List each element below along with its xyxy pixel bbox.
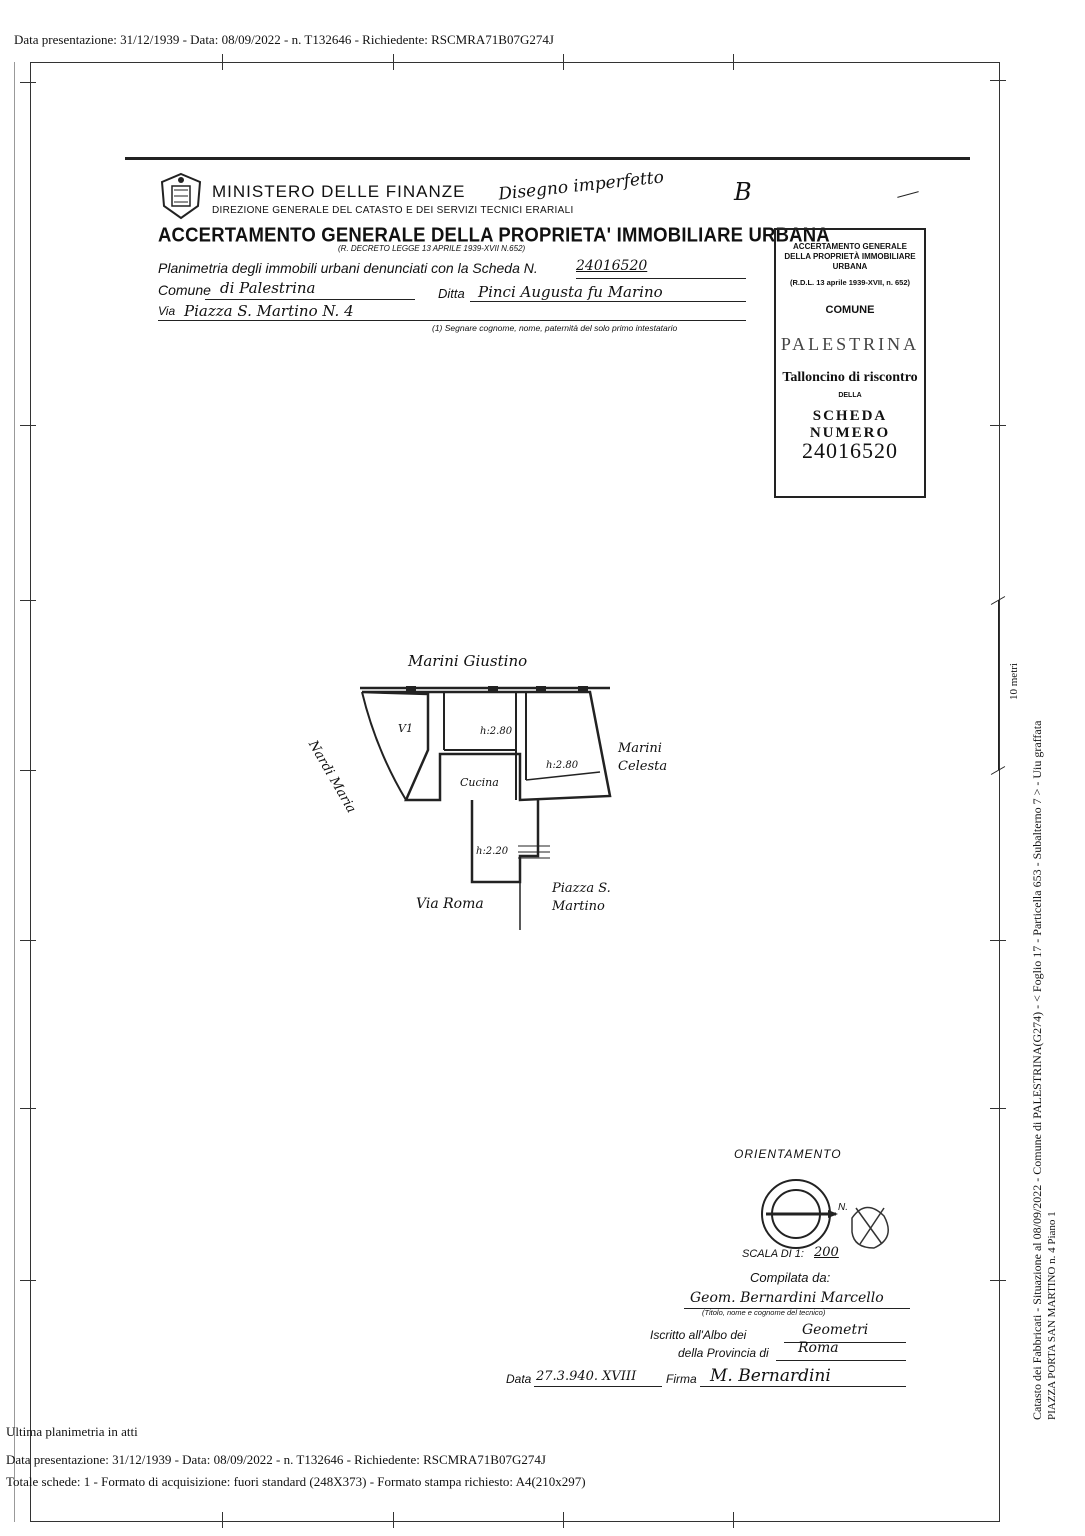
province-value: Roma	[798, 1340, 839, 1356]
underline	[776, 1360, 906, 1361]
compiled-label: Compilata da:	[750, 1270, 831, 1285]
frame-tick	[222, 54, 223, 70]
header-presentation-line: Data presentazione: 31/12/1939 - Data: 08/09/2022 - n. T132646 - Richiedente: RSCMRA71B07G274J	[14, 32, 554, 47]
north-neighbor: Marini Giustino	[408, 652, 528, 670]
footer-presentation: Data presentazione: 31/12/1939 - Data: 08/09/2022 - n. T132646 - Richiedente: RSCMRA71B07G274J	[6, 1452, 546, 1467]
letter-mark: B	[734, 178, 752, 206]
frame-tick	[20, 770, 36, 771]
orientation-title: ORIENTAMENTO	[734, 1147, 842, 1161]
comune-value: di Palestrina	[220, 279, 316, 297]
street-via-roma: Via Roma	[416, 896, 484, 912]
room-label: h:2.20	[476, 846, 509, 857]
scale-value: 200	[814, 1245, 839, 1260]
ditta-label: Ditta	[438, 286, 465, 301]
frame-tick	[20, 1108, 36, 1109]
firma-label: Firma	[666, 1372, 697, 1386]
underline	[158, 320, 746, 321]
date-value: 27.3.940. XVIII	[536, 1369, 637, 1384]
compass-north-label: N.	[838, 1202, 848, 1213]
underline	[700, 1386, 906, 1387]
floor-plan	[320, 650, 690, 940]
left-edge-line	[14, 62, 15, 1522]
scale-bar-label: 10 metri	[1008, 663, 1020, 700]
planimetria-label: Planimetria degli immobili urbani denunciati con la Scheda N.	[158, 260, 538, 276]
scheda-number-handwritten: 24016520	[576, 258, 648, 274]
via-label: Via	[158, 304, 176, 318]
date-label: Data	[506, 1372, 532, 1386]
talloncino-number: 24016520	[802, 438, 898, 463]
frame-tick	[393, 54, 394, 70]
frame-tick	[20, 82, 36, 83]
footer-ultima: Ultima planimetria in atti	[6, 1424, 138, 1439]
footer-totale: Totale schede: 1 - Formato di acquisizione: fuori standard (248X373) - Formato stampa richiesto: A4(210x297)	[6, 1474, 586, 1489]
room-label: h:2.80	[546, 760, 579, 771]
frame-tick	[990, 1280, 1006, 1281]
emblem-icon	[158, 172, 204, 220]
underline	[576, 278, 746, 279]
west-neighbor: Nardi Maria	[305, 738, 359, 816]
albo-value: Geometri	[802, 1322, 869, 1338]
underline	[205, 299, 415, 300]
frame-tick	[990, 1108, 1006, 1109]
room-label: h:2.80	[480, 726, 513, 737]
talloncino-comune-value: PALESTRINA	[780, 334, 920, 354]
directorate-line: DIREZIONE GENERALE DEL CATASTO E DEI SERVIZI TECNICI ERARIALI	[212, 205, 574, 216]
frame-tick	[733, 1512, 734, 1528]
frame-tick	[563, 54, 564, 70]
handwritten-note: Disegno imperfetto	[497, 167, 665, 205]
comune-label: Comune	[158, 282, 211, 298]
side-vertical-text-2: PIAZZA PORTA SAN MARTINO n. 4 Piano 1	[1046, 1211, 1058, 1420]
frame-tick	[733, 54, 734, 70]
albo-label: Iscritto all'Albo dei	[650, 1328, 747, 1342]
talloncino-box	[774, 228, 926, 498]
talloncino-scheda: SCHEDA NUMERO	[809, 408, 891, 441]
footnote: (1) Segnare cognome, nome, paternità del solo primo intestatario	[432, 323, 678, 333]
firma-value: M. Bernardini	[710, 1366, 831, 1386]
room-label: V1	[398, 722, 413, 735]
decree-line: (R. DECRETO LEGGE 13 APRILE 1939-XVII N.652)	[338, 244, 526, 253]
scale-label: SCALA DI 1:	[742, 1248, 804, 1260]
frame-tick	[990, 425, 1006, 426]
talloncino-comune-label: COMUNE	[825, 304, 875, 316]
compiler-name: Geom. Bernardini Marcello	[690, 1290, 884, 1306]
via-value: Piazza S. Martino N. 4	[184, 302, 354, 320]
frame-tick	[563, 1512, 564, 1528]
underline	[534, 1386, 662, 1387]
underline	[470, 301, 746, 302]
frame-tick	[20, 425, 36, 426]
talloncino-rdl: (R.D.L. 13 aprile 1939-XVII, n. 652)	[789, 278, 911, 287]
main-title: ACCERTAMENTO GENERALE DELLA PROPRIETA' IMMOBILIARE URBANA	[158, 223, 830, 247]
frame-tick	[20, 940, 36, 941]
frame-tick	[20, 600, 36, 601]
frame-tick	[990, 80, 1006, 81]
talloncino-della: DELLA	[838, 392, 862, 399]
ministry-title: MINISTERO DELLE FINANZE	[212, 182, 466, 201]
frame-tick	[990, 940, 1006, 941]
street-piazza: Piazza S. Martino	[552, 881, 611, 914]
frame-tick	[20, 1280, 36, 1281]
talloncino-header: ACCERTAMENTO GENERALE DELLA PROPRIETÀ IMMOBILIARE URBANA	[784, 242, 916, 271]
frame-tick	[393, 1512, 394, 1528]
east-neighbor: Marini Celesta	[618, 741, 668, 774]
room-label: Cucina	[460, 776, 499, 789]
header-rule	[125, 157, 970, 160]
side-vertical-text: Catasto dei Fabbricati - Situazione al 08/09/2022 - Comune di PALESTRINA(G274) - < Foglio 17 - Particella 653 - Subalterno 7 > - Uiu graffata	[1030, 720, 1044, 1420]
talloncino-title: Talloncino di riscontro	[782, 370, 918, 385]
ditta-value: Pinci Augusta fu Marino	[478, 283, 663, 301]
frame-tick	[222, 1512, 223, 1528]
province-label: della Provincia di	[678, 1346, 769, 1360]
scale-bar	[998, 600, 999, 770]
compiler-caption: (Titolo, nome e cognome del tecnico)	[702, 1308, 826, 1317]
